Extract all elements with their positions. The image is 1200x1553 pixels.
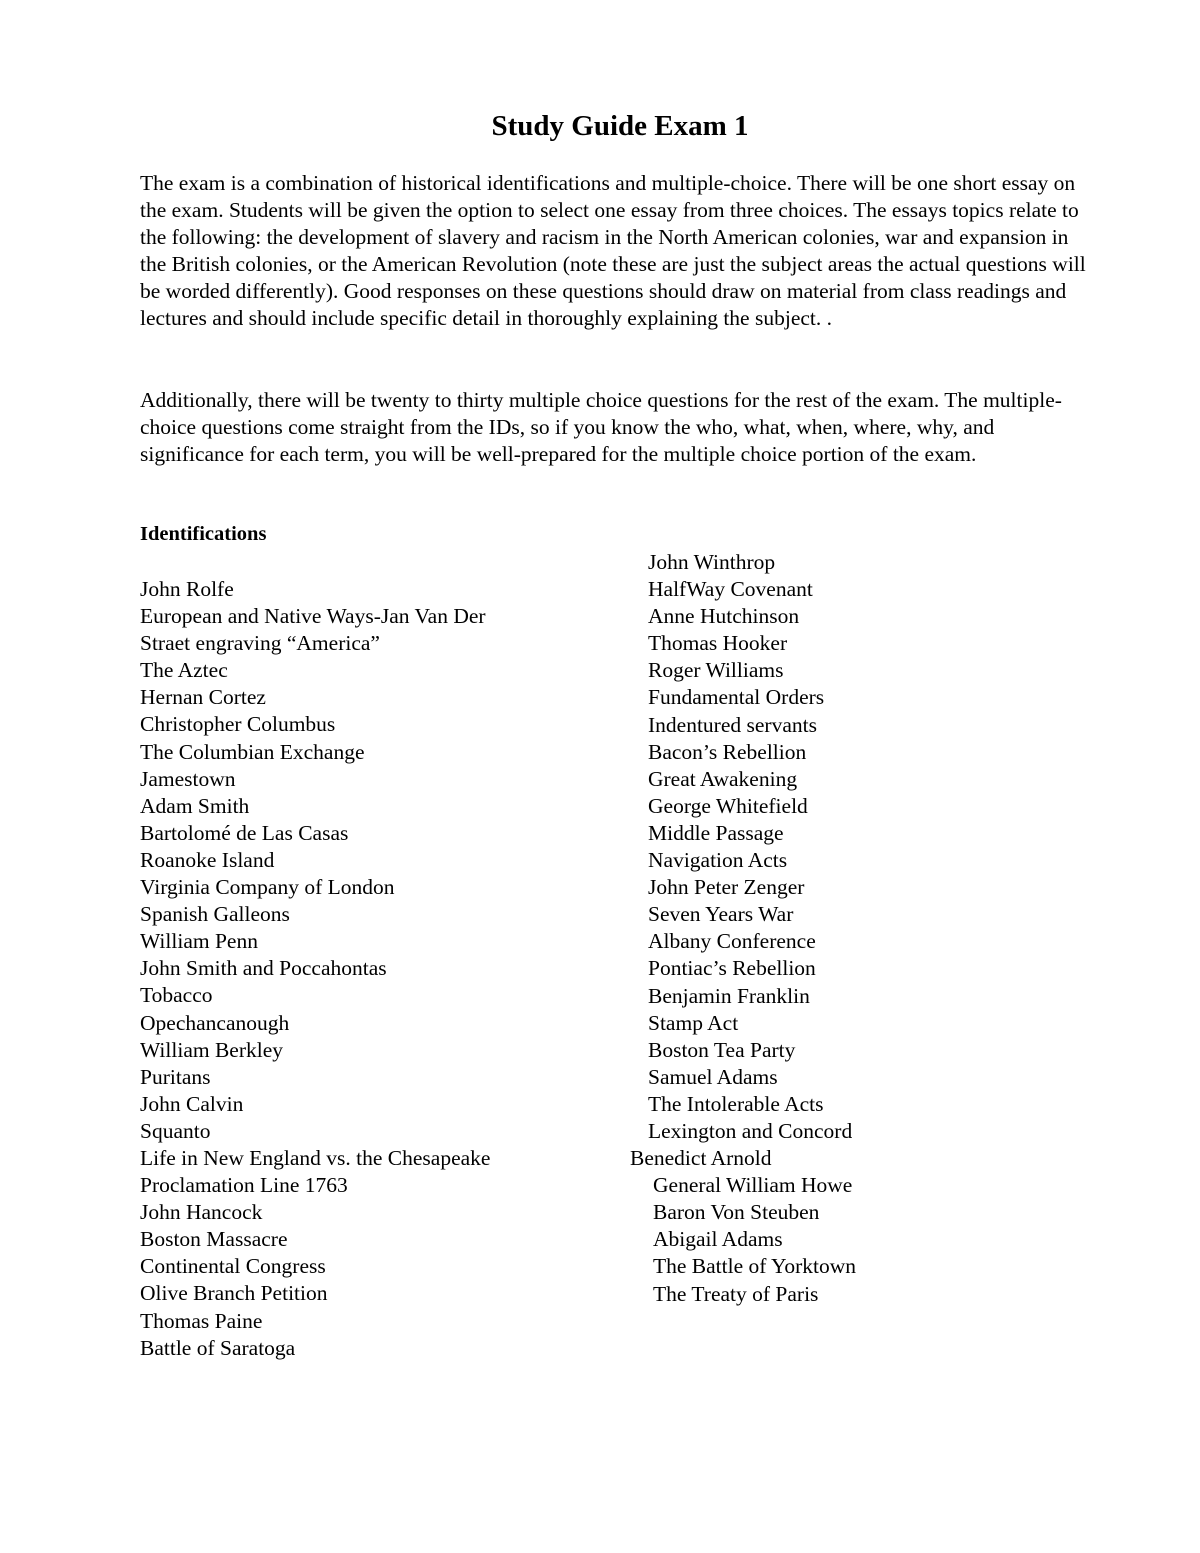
identification-item: The Treaty of Paris xyxy=(653,1281,819,1306)
identification-item: Adam Smith xyxy=(140,793,250,818)
identification-item: Seven Years War xyxy=(648,902,794,927)
identification-item: Virginia Company of London xyxy=(140,875,395,900)
identifications-heading: Identifications xyxy=(140,523,267,545)
identification-item: Opechancanough xyxy=(140,1010,290,1035)
identification-item: Anne Hutchinson xyxy=(648,604,800,629)
identification-item: Roanoke Island xyxy=(140,847,275,872)
identification-item: Benjamin Franklin xyxy=(648,983,810,1008)
identification-item: Boston Tea Party xyxy=(648,1037,796,1062)
identification-item: Spanish Galleons xyxy=(140,902,290,927)
identification-item: Baron Von Steuben xyxy=(653,1200,820,1225)
identification-item: Puritans xyxy=(140,1064,211,1089)
identification-item: Hernan Cortez xyxy=(140,685,266,710)
identification-item: Pontiac’s Rebellion xyxy=(648,956,816,981)
identification-item: Great Awakening xyxy=(648,766,798,791)
multiple-choice-paragraph: Additionally, there will be twenty to thirty multiple choice questions for the rest of the exam. The multiple-choice questions come straight from the IDs, so if you know the who, what, when, where, why, and significance for each term, you will be well-prepared for the multiple choice portion of the exam. xyxy=(140,388,1062,467)
identification-item: William Berkley xyxy=(140,1037,284,1062)
identification-item: Christopher Columbus xyxy=(140,712,336,737)
identification-item: Thomas Hooker xyxy=(648,631,788,656)
identification-item: The Battle of Yorktown xyxy=(653,1254,857,1279)
identification-item: Lexington and Concord xyxy=(648,1118,853,1143)
identification-item: The Columbian Exchange xyxy=(140,739,365,764)
page-title: Study Guide Exam 1 xyxy=(491,110,749,142)
identification-item: Abigail Adams xyxy=(653,1227,783,1252)
identification-item: General William Howe xyxy=(653,1173,853,1198)
identification-item: Indentured servants xyxy=(648,712,817,737)
identification-item: Boston Massacre xyxy=(140,1227,288,1252)
intro-paragraph: The exam is a combination of historical identifications and multiple-choice. There will be one short essay on the exam. Students will be given the option to select one essay from three choices. The essays topics relate to the following: the development of slavery and racism in the North American colonies, war and expansion in the British colonies, or the American Revolution (note these are just the subject areas the actual questions will be worded differently). Good responses on these questions should draw on material from class readings and lectures and should include specific detail in thoroughly explaining the subject. . xyxy=(140,171,1086,331)
identification-item: Albany Conference xyxy=(648,929,816,954)
identification-item: Benedict Arnold xyxy=(630,1146,772,1171)
identification-item: The Intolerable Acts xyxy=(648,1091,824,1116)
identification-item: John Calvin xyxy=(140,1091,244,1116)
identification-item: George Whitefield xyxy=(648,793,808,818)
identification-item: Fundamental Orders xyxy=(648,685,825,710)
identification-item: European and Native Ways-Jan Van Der xyxy=(140,604,486,629)
identification-item: Proclamation Line 1763 xyxy=(140,1173,348,1198)
identification-item: John Rolfe xyxy=(140,577,234,601)
identification-item: John Peter Zenger xyxy=(648,875,805,900)
identification-item: William Penn xyxy=(140,929,258,954)
identification-item: Stamp Act xyxy=(648,1010,739,1035)
identification-item: Bartolomé de Las Casas xyxy=(140,820,349,845)
identification-item: Continental Congress xyxy=(140,1254,326,1279)
identification-item: John Winthrop xyxy=(648,550,776,574)
identification-item: Battle of Saratoga xyxy=(140,1335,296,1360)
identifications-right-column xyxy=(630,549,857,1308)
identification-item: HalfWay Covenant xyxy=(648,577,813,602)
identification-item: Samuel Adams xyxy=(648,1064,778,1089)
identification-item: Bacon’s Rebellion xyxy=(648,739,807,764)
identification-item: Navigation Acts xyxy=(648,848,788,873)
identification-item: Thomas Paine xyxy=(140,1308,263,1333)
identification-item: Olive Branch Petition xyxy=(140,1281,328,1306)
identifications-left-column xyxy=(140,576,490,1362)
identification-item: Straet engraving “America” xyxy=(140,631,380,656)
identification-item: Middle Passage xyxy=(648,820,784,845)
identification-item: Life in New England vs. the Chesapeake xyxy=(140,1145,491,1170)
identification-item: The Aztec xyxy=(140,658,228,683)
identification-item: Squanto xyxy=(140,1118,211,1143)
identification-item: Tobacco xyxy=(140,983,213,1008)
identification-item: John Smith and Poccahontas xyxy=(140,956,387,981)
identification-item: Jamestown xyxy=(140,766,236,791)
identification-item: Roger Williams xyxy=(648,658,784,683)
identification-item: John Hancock xyxy=(140,1200,263,1225)
